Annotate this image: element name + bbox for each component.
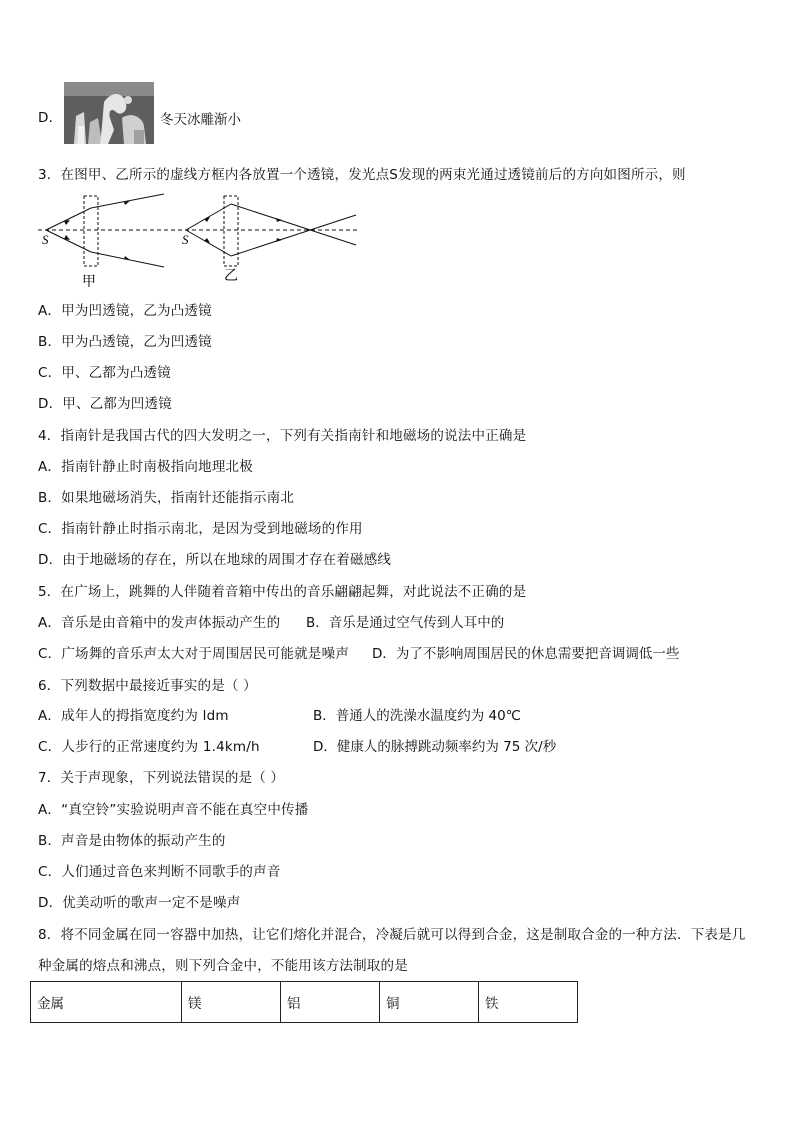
q6-stem: 6．下列数据中最接近事实的是（ ） [38,678,257,694]
q8-stem-line2: 种金属的熔点和沸点，则下列合金中，不能用该方法制取的是 [38,958,408,974]
q2-option-d-label: D． [38,110,63,126]
q5-option-b: B．音乐是通过空气传到人耳中的 [306,615,505,631]
q6-option-a: A．成年人的拇指宽度约为 ldm [38,708,229,724]
q5-option-c: C．广场舞的音乐声太大对于周围居民可能就是噪声 [38,646,350,662]
q5-stem: 5．在广场上，跳舞的人伴随着音箱中传出的音乐翩翩起舞，对此说法不正确的是 [38,584,527,600]
q4-option-d: D．由于地磁场的存在，所以在地球的周围才存在着磁感线 [38,552,392,568]
q3-option-c: C．甲、乙都为凸透镜 [38,365,171,381]
lens-label-yi: 乙 [224,268,238,284]
q7-stem: 7．关于声现象，下列说法错误的是（ ） [38,770,285,786]
q6-option-b: B．普通人的洗澡水温度约为 40℃ [313,708,521,724]
q4-option-c: C．指南针静止时指示南北，是因为受到地磁场的作用 [38,521,363,537]
q4-option-a: A．指南针静止时南极指向地理北极 [38,459,253,475]
table-cell-copper: 铜 [380,982,479,1023]
q5-option-a: A．音乐是由音箱中的发声体振动产生的 [38,615,281,631]
source-label-right: S [182,232,189,247]
q7-option-d: D．优美动听的歌声一定不是噪声 [38,895,241,911]
table-cell-iron: 铁 [479,982,578,1023]
table-cell-metal: 金属 [31,982,182,1023]
q4-stem: 4．指南针是我国古代的四大发明之一，下列有关指南针和地磁场的说法中正确是 [38,428,527,444]
q2-option-d-caption: 冬天冰雕渐小 [160,112,241,128]
lens-diagram [38,190,368,294]
ice-sculpture-photo [64,82,154,144]
table-cell-aluminum: 铝 [281,982,380,1023]
q3-stem: 3．在图甲、乙所示的虚线方框内各放置一个透镜，发光点S发现的两束光通过透镜前后的方向如图所示，则 [38,167,686,183]
q6-option-c: C．人步行的正常速度约为 1.4km/h [38,739,260,755]
metals-table [30,981,578,1023]
table-cell-magnesium: 镁 [182,982,281,1023]
lens-label-jia: 甲 [82,274,96,290]
q4-option-b: B．如果地磁场消失，指南针还能指示南北 [38,490,295,506]
q7-option-b: B．声音是由物体的振动产生的 [38,833,226,849]
q3-option-b: B．甲为凸透镜，乙为凹透镜 [38,334,212,350]
q5-option-d: D．为了不影响周围居民的休息需要把音调调低一些 [372,646,680,662]
q3-option-a: A．甲为凹透镜，乙为凸透镜 [38,303,212,319]
q6-option-d: D．健康人的脉搏跳动频率约为 75 次/秒 [313,739,557,755]
q8-stem-line1: 8．将不同金属在同一容器中加热，让它们熔化并混合，冷凝后就可以得到合金，这是制取合金的一种方法．下表是几 [38,927,746,943]
source-label-left: S [42,232,49,247]
q7-option-a: A．“真空铃”实验说明声音不能在真空中传播 [38,802,309,818]
q7-option-c: C．人们通过音色来判断不同歌手的声音 [38,864,281,880]
table-row [31,982,578,1023]
q3-option-d: D．甲、乙都为凹透镜 [38,396,172,412]
